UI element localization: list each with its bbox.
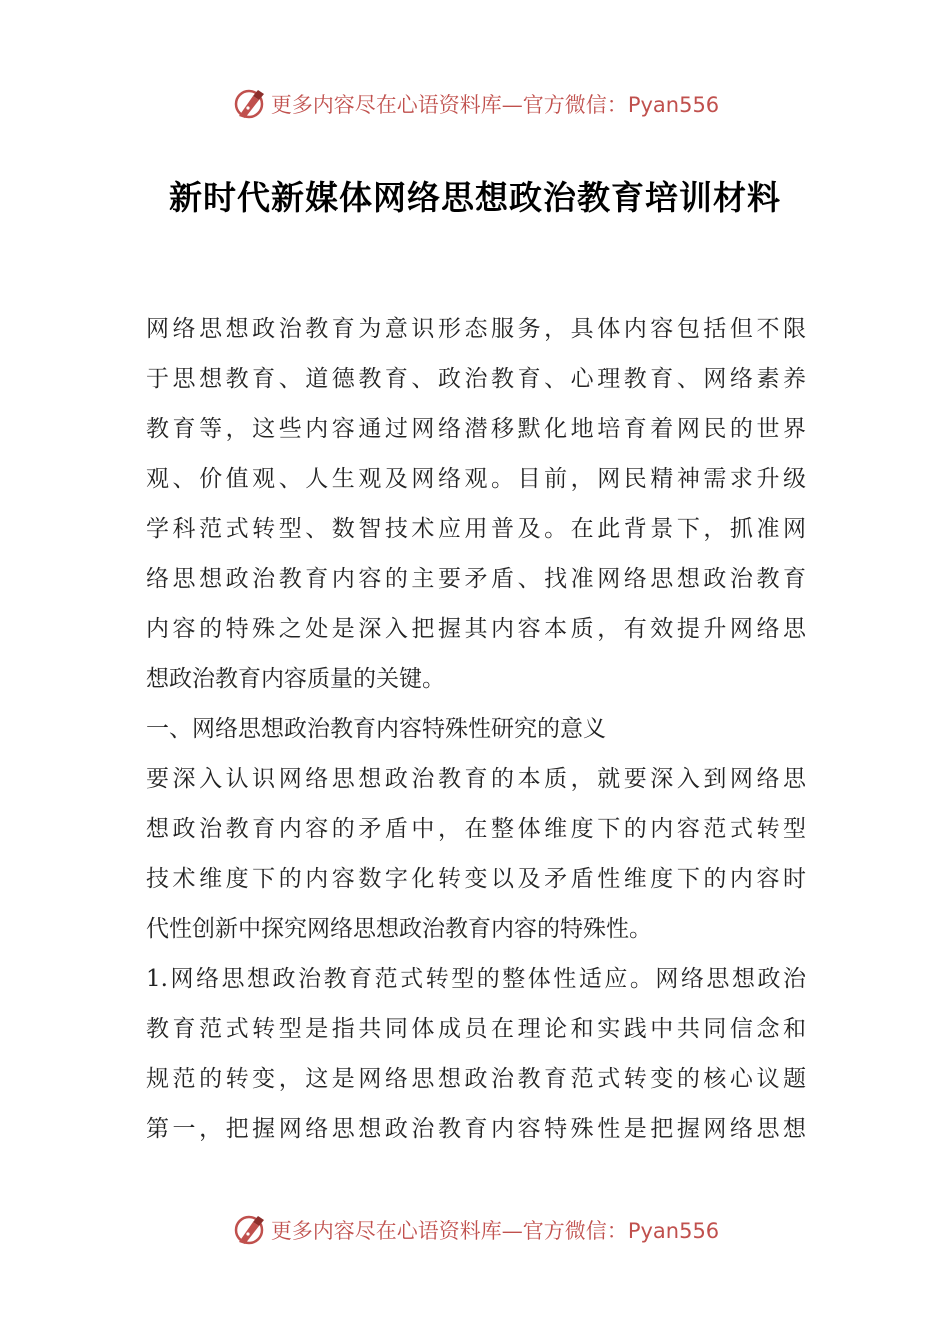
pen-nib-logo-icon — [231, 86, 267, 122]
paragraph-line: 要深入认识网络思想政治教育的本质，就要深入到网络思 — [146, 766, 806, 792]
footer-banner-text: 更多内容尽在心语资料库—官方微信：Pyan556 — [270, 1219, 720, 1243]
paragraph-line: 规范的转变，这是网络思想政治教育范式转变的核心议题 — [146, 1066, 806, 1092]
paragraph-line: 教育范式转型是指共同体成员在理论和实践中共同信念和 — [146, 1016, 806, 1042]
paragraph-line: 教育等，这些内容通过网络潜移默化地培育着网民的世界 — [146, 416, 806, 442]
paragraph-line: 于思想教育、道德教育、政治教育、心理教育、网络素养 — [146, 366, 806, 392]
document-title: 新时代新媒体网络思想政治教育培训材料 — [169, 178, 781, 217]
document-body — [146, 304, 806, 1154]
paragraph-line: 络思想政治教育内容的主要矛盾、找准网络思想政治教育 — [146, 566, 806, 592]
paragraph-line: 代性创新中探究网络思想政治教育内容的特殊性。 — [146, 916, 652, 942]
paragraph-line: 内容的特殊之处是深入把握其内容本质，有效提升网络思 — [146, 616, 806, 642]
paragraph-line: 技术维度下的内容数字化转变以及矛盾性维度下的内容时 — [146, 866, 806, 892]
paragraph-line: 一、网络思想政治教育内容特殊性研究的意义 — [146, 716, 606, 742]
footer-banner-brand: Pyan556 — [627, 1219, 720, 1243]
paragraph-line: 1.网络思想政治教育范式转型的整体性适应。网络思想政治 — [146, 966, 806, 992]
paragraph-line: 第一，把握网络思想政治教育内容特殊性是把握网络思想 — [146, 1116, 806, 1142]
paragraph-line: 想政治教育内容质量的关键。 — [146, 666, 445, 692]
header-banner-text: 更多内容尽在心语资料库—官方微信：Pyan556 — [270, 93, 720, 117]
header-banner-brand: Pyan556 — [627, 93, 720, 117]
paragraph-line: 观、价值观、人生观及网络观。目前，网民精神需求升级 — [146, 466, 806, 492]
pen-nib-logo-icon — [231, 1212, 267, 1248]
paragraph-line: 想政治教育内容的矛盾中，在整体维度下的内容范式转型 — [146, 816, 806, 842]
paragraph-line: 学科范式转型、数智技术应用普及。在此背景下，抓准网 — [146, 516, 806, 542]
paragraph-line: 网络思想政治教育为意识形态服务，具体内容包括但不限 — [146, 316, 806, 342]
footer-banner — [0, 1208, 950, 1252]
header-banner — [0, 82, 950, 126]
